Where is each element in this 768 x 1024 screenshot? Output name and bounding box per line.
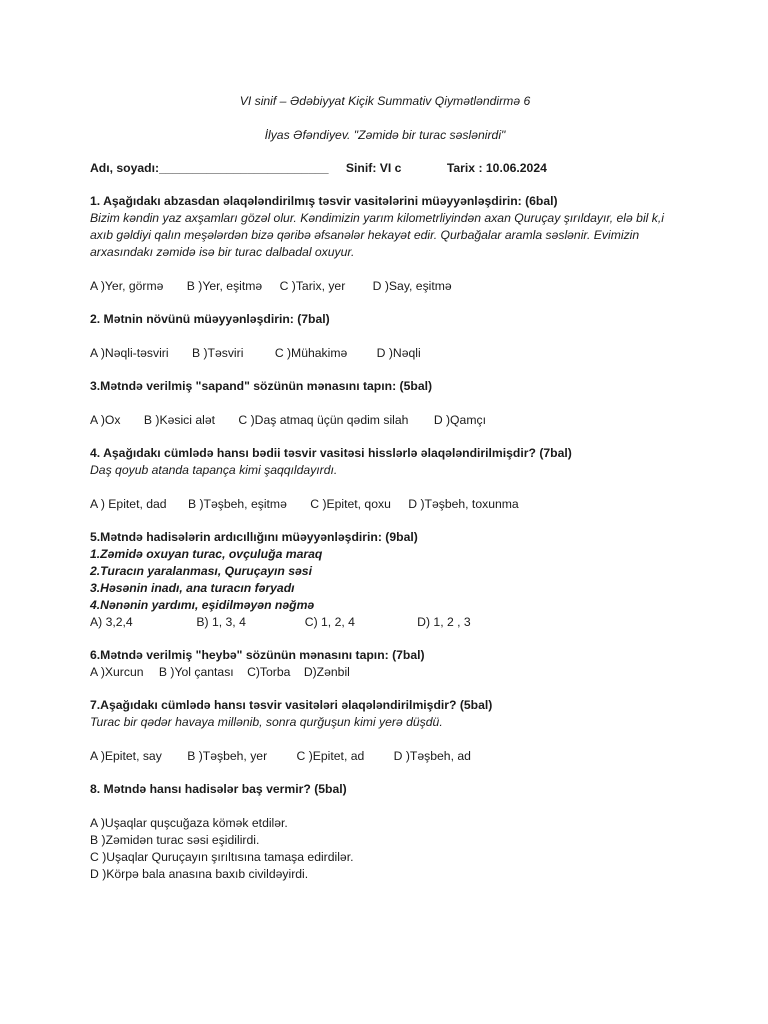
option-b: B )Təsviri <box>191 346 244 360</box>
option-c: C )Epitet, ad <box>296 749 365 763</box>
question-8 <box>90 781 680 883</box>
question-heading: 7.Aşağıdakı cümlədə hansı təsvir vasitələri əlaqələndirilmişdir? (5bal) <box>90 698 493 712</box>
name-field-label: Adı, soyadı:_________________________ <box>90 161 329 175</box>
option-b: B )Təşbeh, yer <box>187 749 268 763</box>
question-7 <box>90 697 680 765</box>
question-heading: 6.Mətndə verilmiş "heybə" sözünün mənasını tapın: (7bal) <box>90 648 425 662</box>
question-6 <box>90 647 680 681</box>
answer-options <box>90 664 680 681</box>
question-3 <box>90 378 680 429</box>
answer-options <box>90 496 680 513</box>
option-a: A )Uşaqlar quşcuğaza kömək etdilər. <box>90 816 288 830</box>
answer-options <box>90 614 680 631</box>
worksheet-page <box>90 93 680 883</box>
date-label: Tarix : 10.06.2024 <box>446 161 547 175</box>
option-c: C )Uşaqlar Quruçayın şırıltısına tamaşa edirdilər. <box>90 850 354 864</box>
student-info-row <box>90 160 680 177</box>
option-d: D )Qamçı <box>433 413 486 427</box>
option-c: C) 1, 2, 4 <box>304 615 355 629</box>
option-b: B )Yer, eşitmə <box>186 279 263 293</box>
sequence-item-3: 3.Həsənin inadı, ana turacın fəryadı <box>90 581 295 595</box>
option-c: C )Tarix, yer <box>279 279 346 293</box>
option-c: C )Epitet, qoxu <box>310 497 391 511</box>
option-b: B )Təşbeh, eşitmə <box>187 497 287 511</box>
question-4 <box>90 445 680 513</box>
option-b: B )Zəmidən turac səsi eşidilirdi. <box>90 833 260 847</box>
class-label: Sinif: VI c <box>345 161 402 175</box>
option-a: A )Nəqli-təsviri <box>90 346 169 360</box>
option-d: D )Təşbeh, toxunma <box>408 497 519 511</box>
option-d: D )Körpə bala anasına baxıb civildəyirdi. <box>90 867 309 881</box>
question-heading: 8. Mətndə hansı hadisələr baş vermir? (5bal) <box>90 782 347 796</box>
option-c: C )Daş atmaq üçün qədim silah <box>238 413 409 427</box>
option-a: A )Ox <box>90 413 121 427</box>
option-b: B) 1, 3, 4 <box>196 615 246 629</box>
option-d: D )Təşbeh, ad <box>393 749 471 763</box>
option-d: D )Say, eşitmə <box>372 279 452 293</box>
option-c: C )Mühakimə <box>274 346 348 360</box>
option-a: A) 3,2,4 <box>90 615 133 629</box>
option-c: C)Torba <box>247 665 291 679</box>
option-d: D) 1, 2 , 3 <box>417 615 471 629</box>
option-a: A ) Epitet, dad <box>90 497 167 511</box>
question-5 <box>90 529 680 631</box>
sequence-item-1: 1.Zəmidə oxuyan turac, ovçuluğa maraq <box>90 547 323 561</box>
sequence-item-2: 2.Turacın yaralanması, Quruçayın səsi <box>90 564 312 578</box>
answer-options <box>90 748 680 765</box>
worksheet-subtitle: İlyas Əfəndiyev. "Zəmidə bir turac səslənirdi" <box>264 128 506 142</box>
question-heading: 4. Aşağıdakı cümlədə hansı bədii təsvir vasitəsi hisslərlə əlaqələndirilmişdir? (7bal) <box>90 446 572 460</box>
option-b: B )Kəsici alət <box>143 413 215 427</box>
option-b: B )Yol çantası <box>158 665 234 679</box>
question-sentence: Turac bir qədər havaya millənib, sonra qurğuşun kimi yerə düşdü. <box>90 715 443 729</box>
question-1 <box>90 193 680 295</box>
option-d: D)Zənbil <box>303 665 350 679</box>
question-heading: 5.Mətndə hadisələrin ardıcıllığını müəyyənləşdirin: (9bal) <box>90 530 418 544</box>
question-heading: 2. Mətnin növünü müəyyənləşdirin: (7bal) <box>90 312 330 326</box>
question-sentence: Daş qoyub atanda tapança kimi şaqqıldayırdı. <box>90 463 338 477</box>
answer-options <box>90 345 680 362</box>
option-a: A )Epitet, say <box>90 749 162 763</box>
sequence-item-4: 4.Nənənin yardımı, eşidilməyən nəğmə <box>90 598 315 612</box>
option-a: A )Yer, görmə <box>90 279 164 293</box>
answer-options <box>90 278 680 295</box>
question-2 <box>90 311 680 362</box>
option-d: D )Nəqli <box>376 346 421 360</box>
worksheet-title: VI sinif – Ədəbiyyat Kiçik Summativ Qiymətləndirmə 6 <box>239 94 531 108</box>
question-heading: 1. Aşağıdakı abzasdan əlaqələndirilmış təsvir vasitələrini müəyyənləşdirin: (6bal) <box>90 194 558 208</box>
question-heading: 3.Mətndə verilmiş "sapand" sözünün mənasını tapın: (5bal) <box>90 379 433 393</box>
option-a: A )Xurcun <box>90 665 144 679</box>
question-passage: Bizim kəndin yaz axşamları gözəl olur. Kəndimizin yarım kilometrliyindən axan Quruçay şırıldayır, elə bil k,i axıb gəldiyi qalın meşələrdən bizə qəribə əfsanələr hekayət edir. Qurbağalar aramla səslənir. Evimizin arxasındakı zəmidə isə bir turac dalbadal oxuyur. <box>90 211 664 259</box>
answer-options <box>90 412 680 429</box>
